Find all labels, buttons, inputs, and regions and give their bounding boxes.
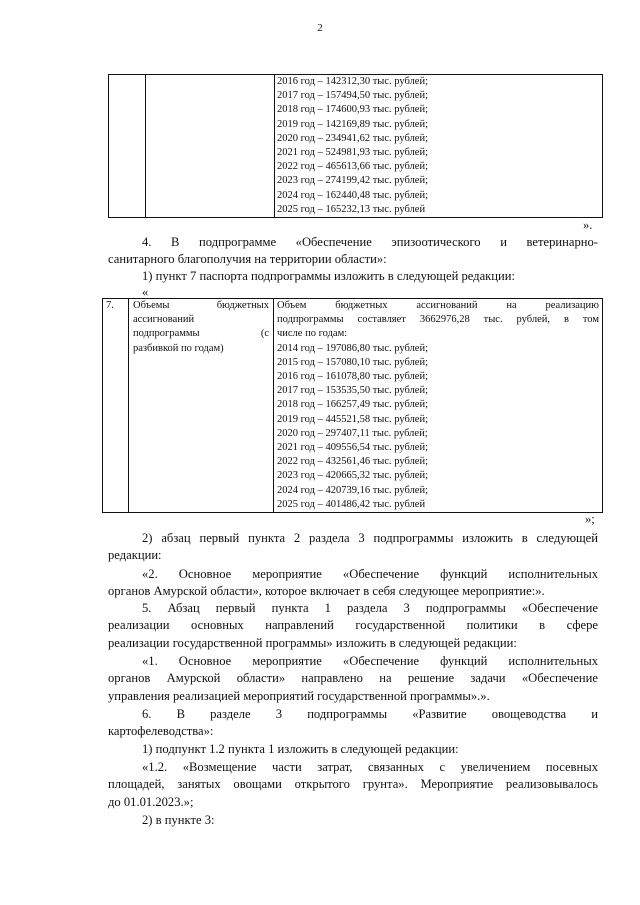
- year-line: 2018 год – 166257,49 тыс. рублей;: [277, 399, 429, 411]
- table-cell-budget: Объем бюджетных ассигнований на реализацию подпрограммы составляет 3662976,28 тыс. рублей, в том числе по годам: 2014 год – 197086,80 тыс. рублей; 2015 год – 157080,10 тыс. рублей; 2016 год – 161078,80 тыс. рублей; 2017 год – 153535,50 тыс. рублей; 2018 год – 166257,49 тыс. рублей; 2019 год – 445521,58 тыс. рублей; 2020 год – 297407,11 тыс. рублей; 2021 год – 409556,54 тыс. рублей; 2022 год – 432561,46 тыс. рублей; 2023 год – 420665,32 тыс. рублей; 2024 год – 420739,16 тыс. рублей; 2025 год – 401486,42 тыс. рублей: [274, 299, 603, 513]
- closing-quote: ».: [583, 218, 593, 232]
- year-line: 2023 год – 420665,32 тыс. рублей;: [277, 470, 429, 482]
- closing-quote: »;: [585, 512, 595, 526]
- year-line: 2024 год – 420739,16 тыс. рублей;: [277, 484, 429, 496]
- year-line: 2025 год – 401486,42 тыс. рублей: [277, 498, 426, 510]
- paragraph-6-1: 1) подпункт 1.2 пункта 1 изложить в следующей редакции:: [142, 742, 459, 756]
- year-line: 2024 год – 162440,48 тыс. рублей;: [277, 189, 429, 201]
- paragraph-4-1: 1) пункт 7 паспорта подпрограммы изложить в следующей редакции:: [142, 269, 516, 283]
- paragraph-6-2: 2) в пункте 3:: [142, 813, 215, 827]
- year-line: 2016 год – 142312,30 тыс. рублей;: [277, 76, 429, 87]
- opening-quote: «: [142, 285, 149, 299]
- paragraph-5: 5. Абзац первый пункта 1 раздела 3 подпрограммы «Обеспечение реализации основных направлений государственной политики в сфере реализации государственной программы» изложить в следующей редакции:: [108, 601, 598, 650]
- budget-table-item-7: [102, 298, 603, 513]
- page-number: 2: [317, 22, 323, 34]
- table-cell-title: Объемы бюджетных ассигнований подпрограммы (с разбивкой по годам): [129, 299, 274, 513]
- year-line: 2014 год – 197086,80 тыс. рублей;: [277, 342, 429, 354]
- year-line: 2025 год – 165232,13 тыс. рублей: [277, 203, 426, 215]
- paragraph-4-2: 2) абзац первый пункта 2 раздела 3 подпрограммы изложить в следующей редакции:: [108, 531, 598, 563]
- table-cell-title: [146, 75, 275, 218]
- paragraph-4: 4. В подпрограмме «Обеспечение эпизоотического и ветеринарно- санитарного благополучия на территории области»:: [108, 235, 598, 267]
- paragraph-4-2-quote: «2. Основное мероприятие «Обеспечение функций исполнительных органов Амурской области», которое включает в себя следующее мероприятие:».: [108, 567, 598, 599]
- year-line: 2016 год – 161078,80 тыс. рублей;: [277, 371, 429, 383]
- year-line: 2021 год – 524981,93 тыс. рублей;: [277, 147, 429, 159]
- year-line: 2021 год – 409556,54 тыс. рублей;: [277, 442, 429, 454]
- year-line: 2020 год – 297407,11 тыс. рублей;: [277, 427, 428, 439]
- year-line: 2015 год – 157080,10 тыс. рублей;: [277, 356, 429, 368]
- paragraph-6: 6. В разделе 3 подпрограммы «Развитие овощеводства и картофелеводства»:: [108, 707, 598, 739]
- year-line: 2022 год – 432561,46 тыс. рублей;: [277, 456, 429, 468]
- year-line: 2017 год – 153535,50 тыс. рублей;: [277, 385, 429, 397]
- paragraph-6-1-quote: «1.2. «Возмещение части затрат, связанных с увеличением посевных площадей, занятых овощами открытого грунта». Мероприятие реализовывалось до 01.01.2023.»;: [108, 760, 598, 809]
- year-line: 2018 год – 174600,93 тыс. рублей;: [277, 104, 429, 116]
- paragraph-5-quote: «1. Основное мероприятие «Обеспечение функций исполнительных органов Амурской области» направлено на решение задачи «Обеспечение управления реализацией мероприятий государственной программы».».: [108, 654, 598, 703]
- year-line: 2019 год – 142169,89 тыс. рублей;: [277, 118, 429, 130]
- year-line: 2017 год – 157494,50 тыс. рублей;: [277, 90, 429, 102]
- table-cell-number: 7.: [103, 299, 129, 513]
- year-line: 2023 год – 274199,42 тыс. рублей;: [277, 175, 429, 187]
- year-line: 2019 год – 445521,58 тыс. рублей;: [277, 413, 429, 425]
- budget-table-continued: [108, 74, 603, 218]
- table-cell-years: [275, 75, 603, 218]
- year-line: 2020 год – 234941,62 тыс. рублей;: [277, 132, 429, 144]
- year-line: 2022 год – 465613,66 тыс. рублей;: [277, 161, 429, 173]
- table-cell-number: [109, 75, 146, 218]
